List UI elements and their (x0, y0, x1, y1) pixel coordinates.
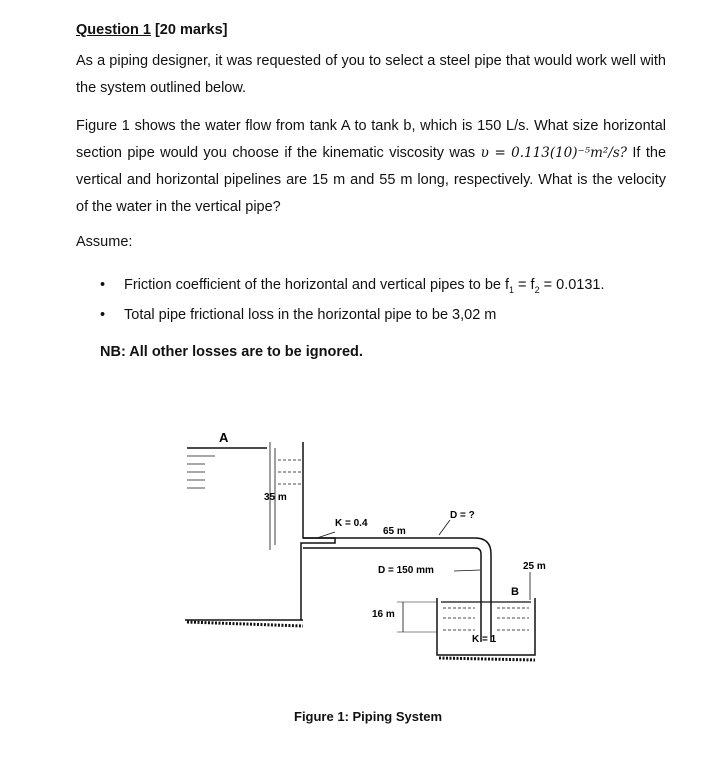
viscosity-value: 0.113(10)⁻⁵m²/s? (511, 145, 627, 161)
tank-a (185, 442, 335, 626)
problem-paragraph (76, 113, 666, 221)
length-65-label: 65 m (383, 526, 406, 537)
frictional-loss-text: Total pipe frictional loss in the horizontal pipe to be 3,02 m (124, 307, 497, 323)
d-unknown-leader (439, 520, 450, 535)
friction-text: Friction coefficient of the horizontal and vertical pipes to be f (124, 277, 510, 293)
height-35-label: 35 m (264, 492, 287, 503)
problem-text-1: Figure 1 shows the water flow from tank A to tank b, which is 150 L/s. What size horizontal section pipe would you choose if the kinematic viscosity was (76, 118, 666, 161)
depth-16-label: 16 m (372, 609, 395, 620)
tank-b-label: B (511, 586, 519, 598)
question-marks: [20 marks] (154, 22, 228, 38)
height-25-label: 25 m (523, 561, 546, 572)
tank-b (437, 598, 535, 660)
friction-sub-2: 2 (534, 284, 540, 295)
question-number: Question 1 (76, 22, 151, 38)
assume-label: Assume: (76, 234, 133, 250)
k-exit-label: K = 1 (472, 634, 497, 645)
friction-mid: = f (514, 277, 535, 293)
question-title (76, 22, 228, 38)
nb-note: NB: All other losses are to be ignored. (100, 344, 363, 360)
k-entrance-label: K = 0.4 (335, 518, 368, 529)
horizontal-pipe (303, 538, 491, 642)
k-leader (317, 532, 335, 538)
d-150-leader (454, 570, 480, 571)
problem-text-2: If the vertical and horizontal pipelines are 15 m and 55 m long, respectively. What is the velocity of the water in the vertical pipe? (76, 145, 667, 215)
d-unknown-label: D = ? (450, 510, 475, 521)
assumption-item (100, 270, 605, 300)
figure-caption: Figure 1: Piping System (294, 709, 443, 724)
viscosity-symbol: υ = (480, 145, 506, 161)
piping-system-figure (175, 420, 565, 685)
assumption-item (100, 300, 605, 330)
friction-sub-1: 1 (509, 284, 515, 295)
bullet-icon: • (100, 277, 106, 293)
bullet-icon: • (100, 307, 106, 323)
assumption-list (100, 270, 605, 330)
d-150-label: D = 150 mm (378, 565, 434, 576)
intro-paragraph: As a piping designer, it was requested of you to select a steel pipe that would work well with the system outlined below. (76, 53, 666, 96)
tank-a-label: A (219, 430, 229, 445)
friction-end: = 0.0131. (539, 277, 605, 293)
